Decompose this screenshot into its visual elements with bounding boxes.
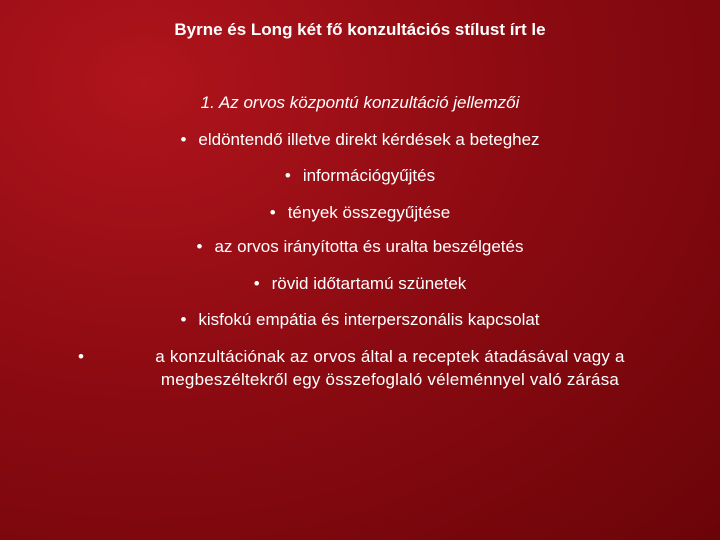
bullet-item bbox=[0, 128, 720, 151]
bullet-item bbox=[0, 164, 720, 187]
bullet-item bbox=[78, 345, 678, 391]
bullet-text: információgyűjtés bbox=[302, 166, 436, 185]
bullet-text: eldöntendő illetve direkt kérdések a beteghez bbox=[198, 130, 540, 149]
section-heading: 1. Az orvos központú konzultáció jellemzői bbox=[200, 93, 520, 112]
bullet-text: kisfokú empátia és interperszonális kapcsolat bbox=[198, 310, 540, 329]
bullet-text: tények összegyűjtése bbox=[287, 203, 451, 222]
bullet-icon: • bbox=[180, 310, 187, 329]
bullet-item bbox=[0, 201, 720, 224]
bullet-icon: • bbox=[196, 237, 203, 256]
bullet-text: rövid időtartamú szünetek bbox=[271, 274, 467, 293]
bullet-text: a konzultációnak az orvos által a receptek átadásával vagy a megbeszéltekről egy összefoglaló véleménnyel való zárása bbox=[155, 347, 625, 389]
slide-title: Byrne és Long két fő konzultációs stílust írt le bbox=[174, 20, 546, 39]
bullet-icon: • bbox=[253, 274, 260, 293]
bullet-icon: • bbox=[269, 203, 276, 222]
bullet-icon: • bbox=[284, 166, 291, 185]
bullet-item bbox=[0, 308, 720, 331]
bullet-text: az orvos irányította és uralta beszélgetés bbox=[214, 237, 524, 256]
bullet-icon: • bbox=[78, 347, 84, 366]
bullet-item bbox=[0, 235, 720, 258]
bullet-item bbox=[0, 272, 720, 295]
bullet-icon: • bbox=[180, 130, 187, 149]
